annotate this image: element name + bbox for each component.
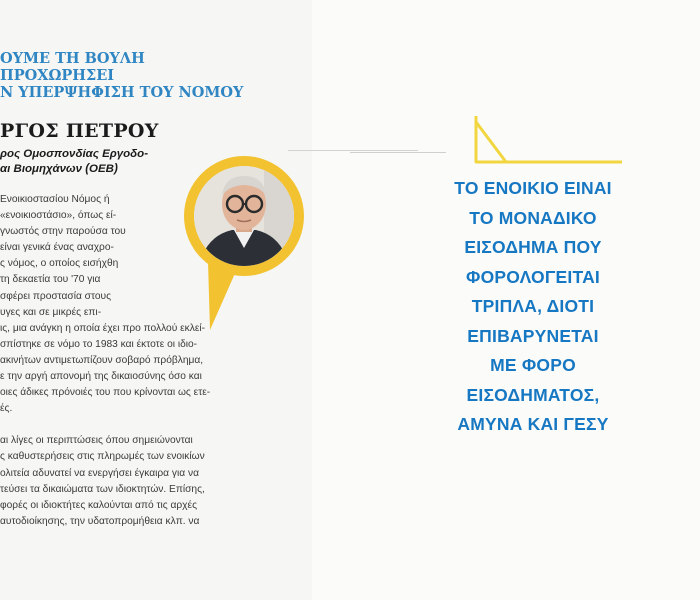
author-name: ΡΓΟΣ ΠΕΤΡΟΥ (0, 120, 159, 142)
heading-line: ΠΡΟΧΩΡΗΣΕΙ (0, 67, 115, 84)
body-line: τη δεκαετία του '70 για (0, 274, 101, 286)
body-line: ε την αργή απονομή της δικαιοσύνης όσο και (0, 371, 202, 383)
quote-line: ΑΜΥΝΑ ΚΑΙ ΓΕΣΥ (457, 414, 609, 434)
divider-line (288, 150, 418, 151)
author-portrait (184, 156, 304, 276)
body-line: φορές οι ιδιοκτήτες καλούνται από τις αρχές (0, 499, 197, 511)
body-line: Ενοικιοστασίου Νόμος ή (0, 194, 110, 205)
author-role (0, 147, 148, 177)
role-line: ρος Ομοσπονδίας Εργοδο- (0, 148, 149, 160)
quote-page (312, 0, 700, 600)
quote-line: ΤΡΙΠΛΑ, ΔΙΟΤΙ (471, 296, 595, 316)
pull-quote (418, 174, 648, 440)
body-line: ές. (0, 403, 13, 415)
quote-line: ΕΙΣΟΔΗΜΑΤΟΣ, (466, 384, 600, 405)
body-line: ς καθυστερήσεις στις πληρωμές των ενοικίων (0, 451, 205, 463)
body-line: ακινήτων αντιμετωπίζουν σοβαρό πρόβλημα, (0, 354, 204, 366)
quote-line: ΤΟ ΕΝΟΙΚΙΟ ΕΙΝΑΙ (454, 178, 612, 198)
quote-line: ΕΙΣΟΔΗΜΑ ΠΟΥ (464, 237, 602, 257)
quote-line: ΕΠΙΒΑΡΥΝΕΤΑΙ (467, 325, 599, 346)
quote-line: ΜΕ ΦΟΡΟ (490, 355, 576, 375)
body-line: ς νόμος, ο οποίος εισήχθη (0, 258, 119, 270)
article-heading (0, 50, 300, 101)
body-line: υγες και σε μικρές επι- (0, 306, 102, 318)
divider-line (350, 152, 446, 153)
article-column (0, 0, 312, 600)
body-line: σπίστηκε σε νόμο το 1983 και έκτοτε οι ιδιο- (0, 338, 198, 350)
heading-line: Ν ΥΠΕΡΨΗΦΙΣΗ ΤΟΥ ΝΟΜΟΥ (0, 84, 244, 101)
body-line: οιες άδικες πρόνοιές του που κρίνονται ως ετε- (0, 387, 211, 399)
heading-line: ΟΥΜΕ ΤΗ ΒΟΥΛΗ (0, 50, 145, 67)
body-line: τεύσει τα δικαιώματα των ιδιοκτητών. Επίσης, (0, 483, 205, 495)
body-line: «ενοικιοστάσιο», όπως εί- (0, 210, 117, 222)
body-line: ις, μια ανάγκη η οποία έχει προ πολλού εκλεί- (0, 322, 206, 334)
body-line: ολιτεία αδυνατεί να ενεργήσει έγκαιρα για να (0, 467, 199, 479)
accent-line-shape (470, 112, 630, 172)
body-line: αυτοδιοίκησης, την υδατοπρομήθεια κλπ. να (0, 515, 200, 527)
quote-line: ΤΟ ΜΟΝΑΔΙΚΟ (469, 207, 597, 228)
body-line: σφέρει προστασία στους (0, 290, 111, 302)
body-line: αι λίγες οι περιπτώσεις όπου σημειώνονται (0, 435, 193, 447)
portrait-photo (194, 166, 294, 266)
body-line: γνωστός στην παρούσα του (0, 226, 126, 238)
quote-line: ΦΟΡΟΛΟΓΕΙΤΑΙ (466, 266, 600, 287)
portrait-figure (194, 166, 294, 266)
body-line: είναι γενικά ένας αναχρο- (0, 242, 114, 254)
role-line: αι Βιομηχάνων (ΟΕΒ) (0, 163, 118, 175)
